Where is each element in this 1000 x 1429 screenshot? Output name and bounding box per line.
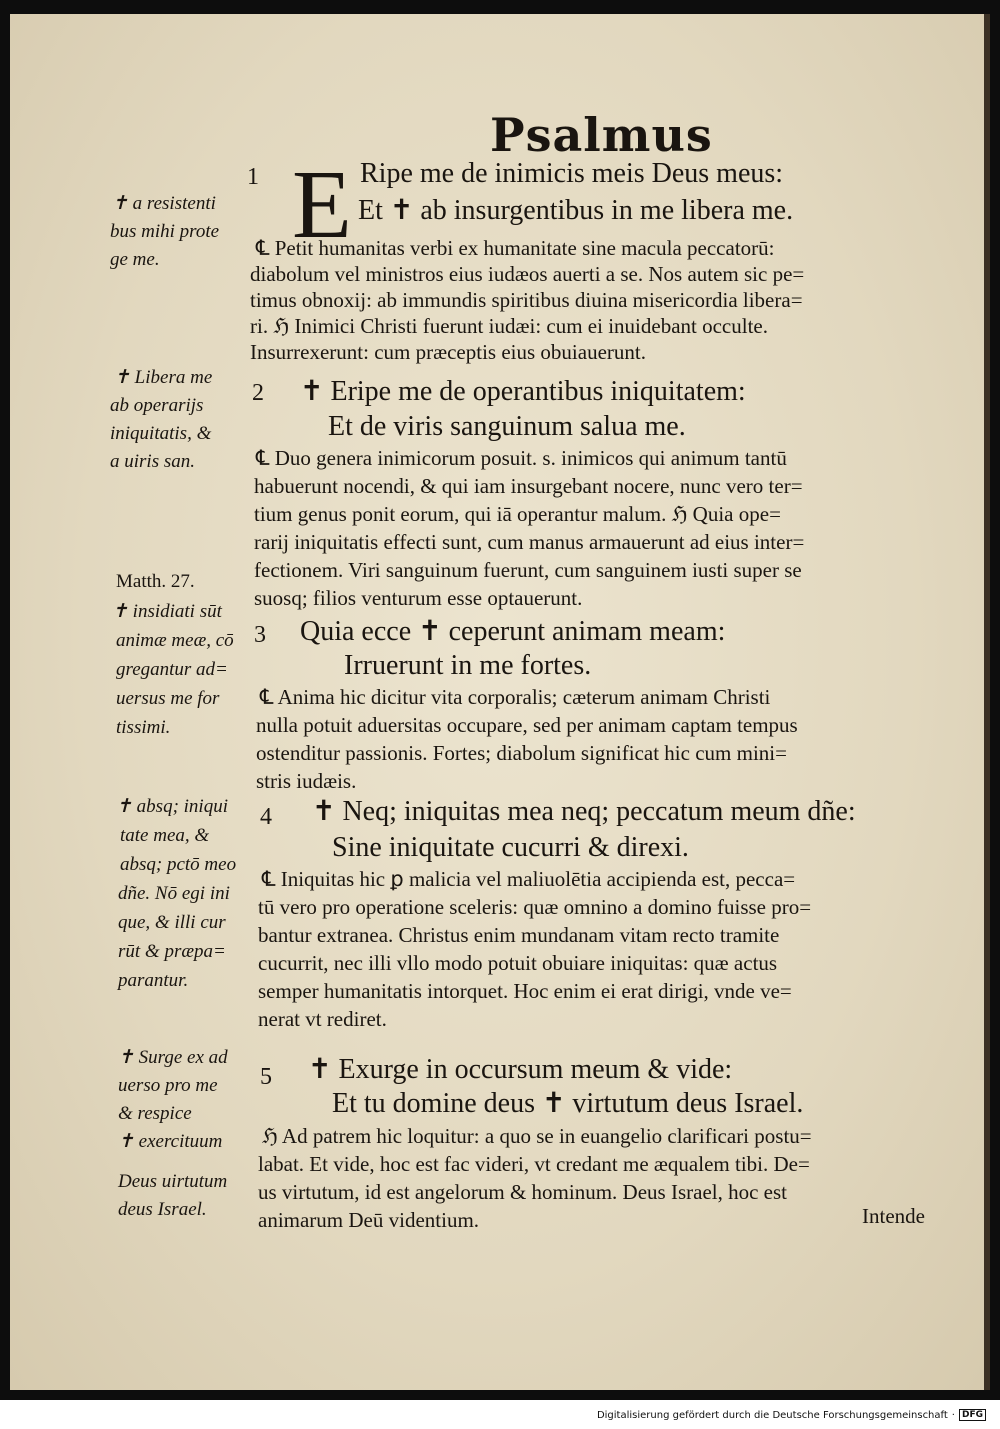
commentary-line: ostenditur passionis. Fortes; diabolum significat hic cum mini= [256, 741, 787, 765]
verse-line: Et de viris sanguinum salua me. [328, 411, 686, 442]
verse-line: Sine iniquitate cucurri & direxi. [332, 832, 689, 863]
verse-number: 2 [252, 380, 264, 406]
drop-cap: E [292, 151, 352, 259]
verse-line: Quia ecce ✝ ceperunt animam meam: [300, 616, 726, 647]
verse-line: ✝ Exurge in occursum meum & vide: [308, 1054, 733, 1085]
margin-note: bus mihi prote [110, 221, 220, 242]
commentary-line: ℄ Petit humanitas verbi ex humanitate sine macula peccatorū: [256, 236, 775, 260]
margin-note: parantur. [118, 970, 189, 991]
verse-line: ✝ Eripe me de operantibus iniquitatem: [300, 376, 746, 407]
commentary-line: ri. ℌ Inimici Christi fuerunt iudæi: cum ei inuidebant occulte. [250, 314, 768, 338]
verse-number: 4 [260, 804, 272, 830]
commentary-line: animarum Deū videntium. [258, 1208, 480, 1232]
commentary-line: nulla potuit aduersitas occupare, sed per animam captam tempus [256, 713, 798, 737]
margin-note: que, & illi cur [118, 912, 226, 933]
commentary-line: fectionem. Viri sanguinum fuerunt, cum sanguinem iusti super se [254, 558, 802, 582]
margin-note: iniquitatis, & [110, 423, 212, 444]
margin-note: ✝ a resistenti [112, 193, 216, 214]
catchword: Intende [862, 1204, 925, 1228]
commentary-line: diabolum vel ministros eius iudæos auerti a se. Nos autem sic pe= [250, 262, 805, 286]
footer [597, 1409, 986, 1421]
margin-note: deus Israel. [118, 1199, 207, 1220]
commentary-line: ℄ Iniquitas hic ꝑ malicia vel maliuolētia accipienda est, pecca= [262, 867, 796, 891]
margin-note: ✝ absq; iniqui [116, 796, 228, 817]
verse-line: Irruerunt in me fortes. [344, 650, 592, 681]
page-title: Psalmus [490, 108, 713, 162]
margin-note: tissimi. [116, 717, 171, 738]
verse-number: 1 [247, 164, 259, 190]
commentary-line: semper humanitatis intorquet. Hoc enim ei erat dirigi, vnde ve= [258, 979, 792, 1003]
commentary-line: rarij iniquitatis effecti sunt, cum manus armauerunt ad eius inter= [254, 530, 805, 554]
margin-note: Matth. 27. [116, 571, 195, 592]
dfg-logo: DFG [959, 1409, 986, 1421]
margin-note: animæ meæ, cō [116, 630, 234, 651]
margin-note: ge me. [110, 249, 160, 270]
margin-note: a uiris san. [110, 451, 195, 472]
verse-line: Et ✝ ab insurgentibus in me libera me. [358, 195, 794, 226]
margin-note: & respice [118, 1103, 192, 1124]
margin-note: ✝ Surge ex ad [118, 1047, 228, 1068]
verse-line: Et tu domine deus ✝ virtutum deus Israel. [332, 1088, 804, 1119]
commentary-line: cucurrit, nec illi vllo modo potuit obuiare iniquitas: quæ actus [258, 951, 778, 975]
footer-separator: · [951, 1409, 955, 1421]
verse-line: ✝ Neq; iniquitas mea neq; peccatum meum dñe: [312, 796, 856, 827]
margin-note: ab operarijs [110, 395, 204, 416]
commentary-line: us virtutum, id est angelorum & hominum. Deus Israel, hoc est [258, 1180, 787, 1204]
commentary-line: timus obnoxij: ab immundis spiritibus diuina misericordia libera= [250, 288, 803, 312]
commentary-line: ℄ Anima hic dicitur vita corporalis; cæterum animam Christi [260, 685, 771, 709]
margin-note: gregantur ad= [116, 659, 228, 680]
commentary-line: bantur extranea. Christus enim mundanam vitam recto tramite [258, 923, 780, 947]
margin-note: uersus me for [116, 688, 220, 709]
commentary-line: ℄ Duo genera inimicorum posuit. s. inimicos qui animum tantū [256, 446, 787, 470]
margin-note: Deus uirtutum [118, 1171, 228, 1192]
margin-note: ✝ Libera me [114, 367, 213, 388]
commentary-line: labat. Et vide, hoc est fac videri, vt credant me æqualem tibi. De= [258, 1152, 810, 1176]
margin-note: uerso pro me [118, 1075, 218, 1096]
margin-note: absq; pctō meo [120, 854, 237, 875]
commentary-line: stris iudæis. [256, 769, 357, 793]
commentary-line: tium genus ponit eorum, qui iā operantur malum. ℌ Quia ope= [254, 502, 781, 526]
margin-note: dñe. Nō egi ini [118, 883, 230, 904]
footer-credit: Digitalisierung gefördert durch die Deutsche Forschungsgemeinschaft [596, 1409, 948, 1421]
margin-note: ✝ insidiati sūt [112, 601, 222, 622]
commentary-line: suosq; filios venturum esse optauerunt. [254, 586, 583, 610]
commentary-line: ℌ Ad patrem hic loquitur: a quo se in euangelio clarificari postu= [262, 1124, 812, 1148]
commentary-line: nerat vt rediret. [258, 1007, 387, 1031]
commentary-line: habuerunt nocendi, & qui iam insurgebant nocere, nunc vero ter= [254, 474, 803, 498]
margin-note: ✝ exercituum [118, 1131, 223, 1152]
margin-note: rūt & præpa= [118, 941, 226, 962]
verse-number: 5 [260, 1064, 272, 1090]
verse-number: 3 [254, 622, 266, 648]
commentary-line: Insurrexerunt: cum præceptis eius obuiauerunt. [250, 340, 646, 364]
margin-note: tate mea, & [120, 825, 210, 846]
commentary-line: tū vero pro operatione sceleris: quæ omnino a domino fuisse pro= [258, 895, 812, 919]
verse-line: Ripe me de inimicis meis Deus meus: [360, 158, 784, 189]
